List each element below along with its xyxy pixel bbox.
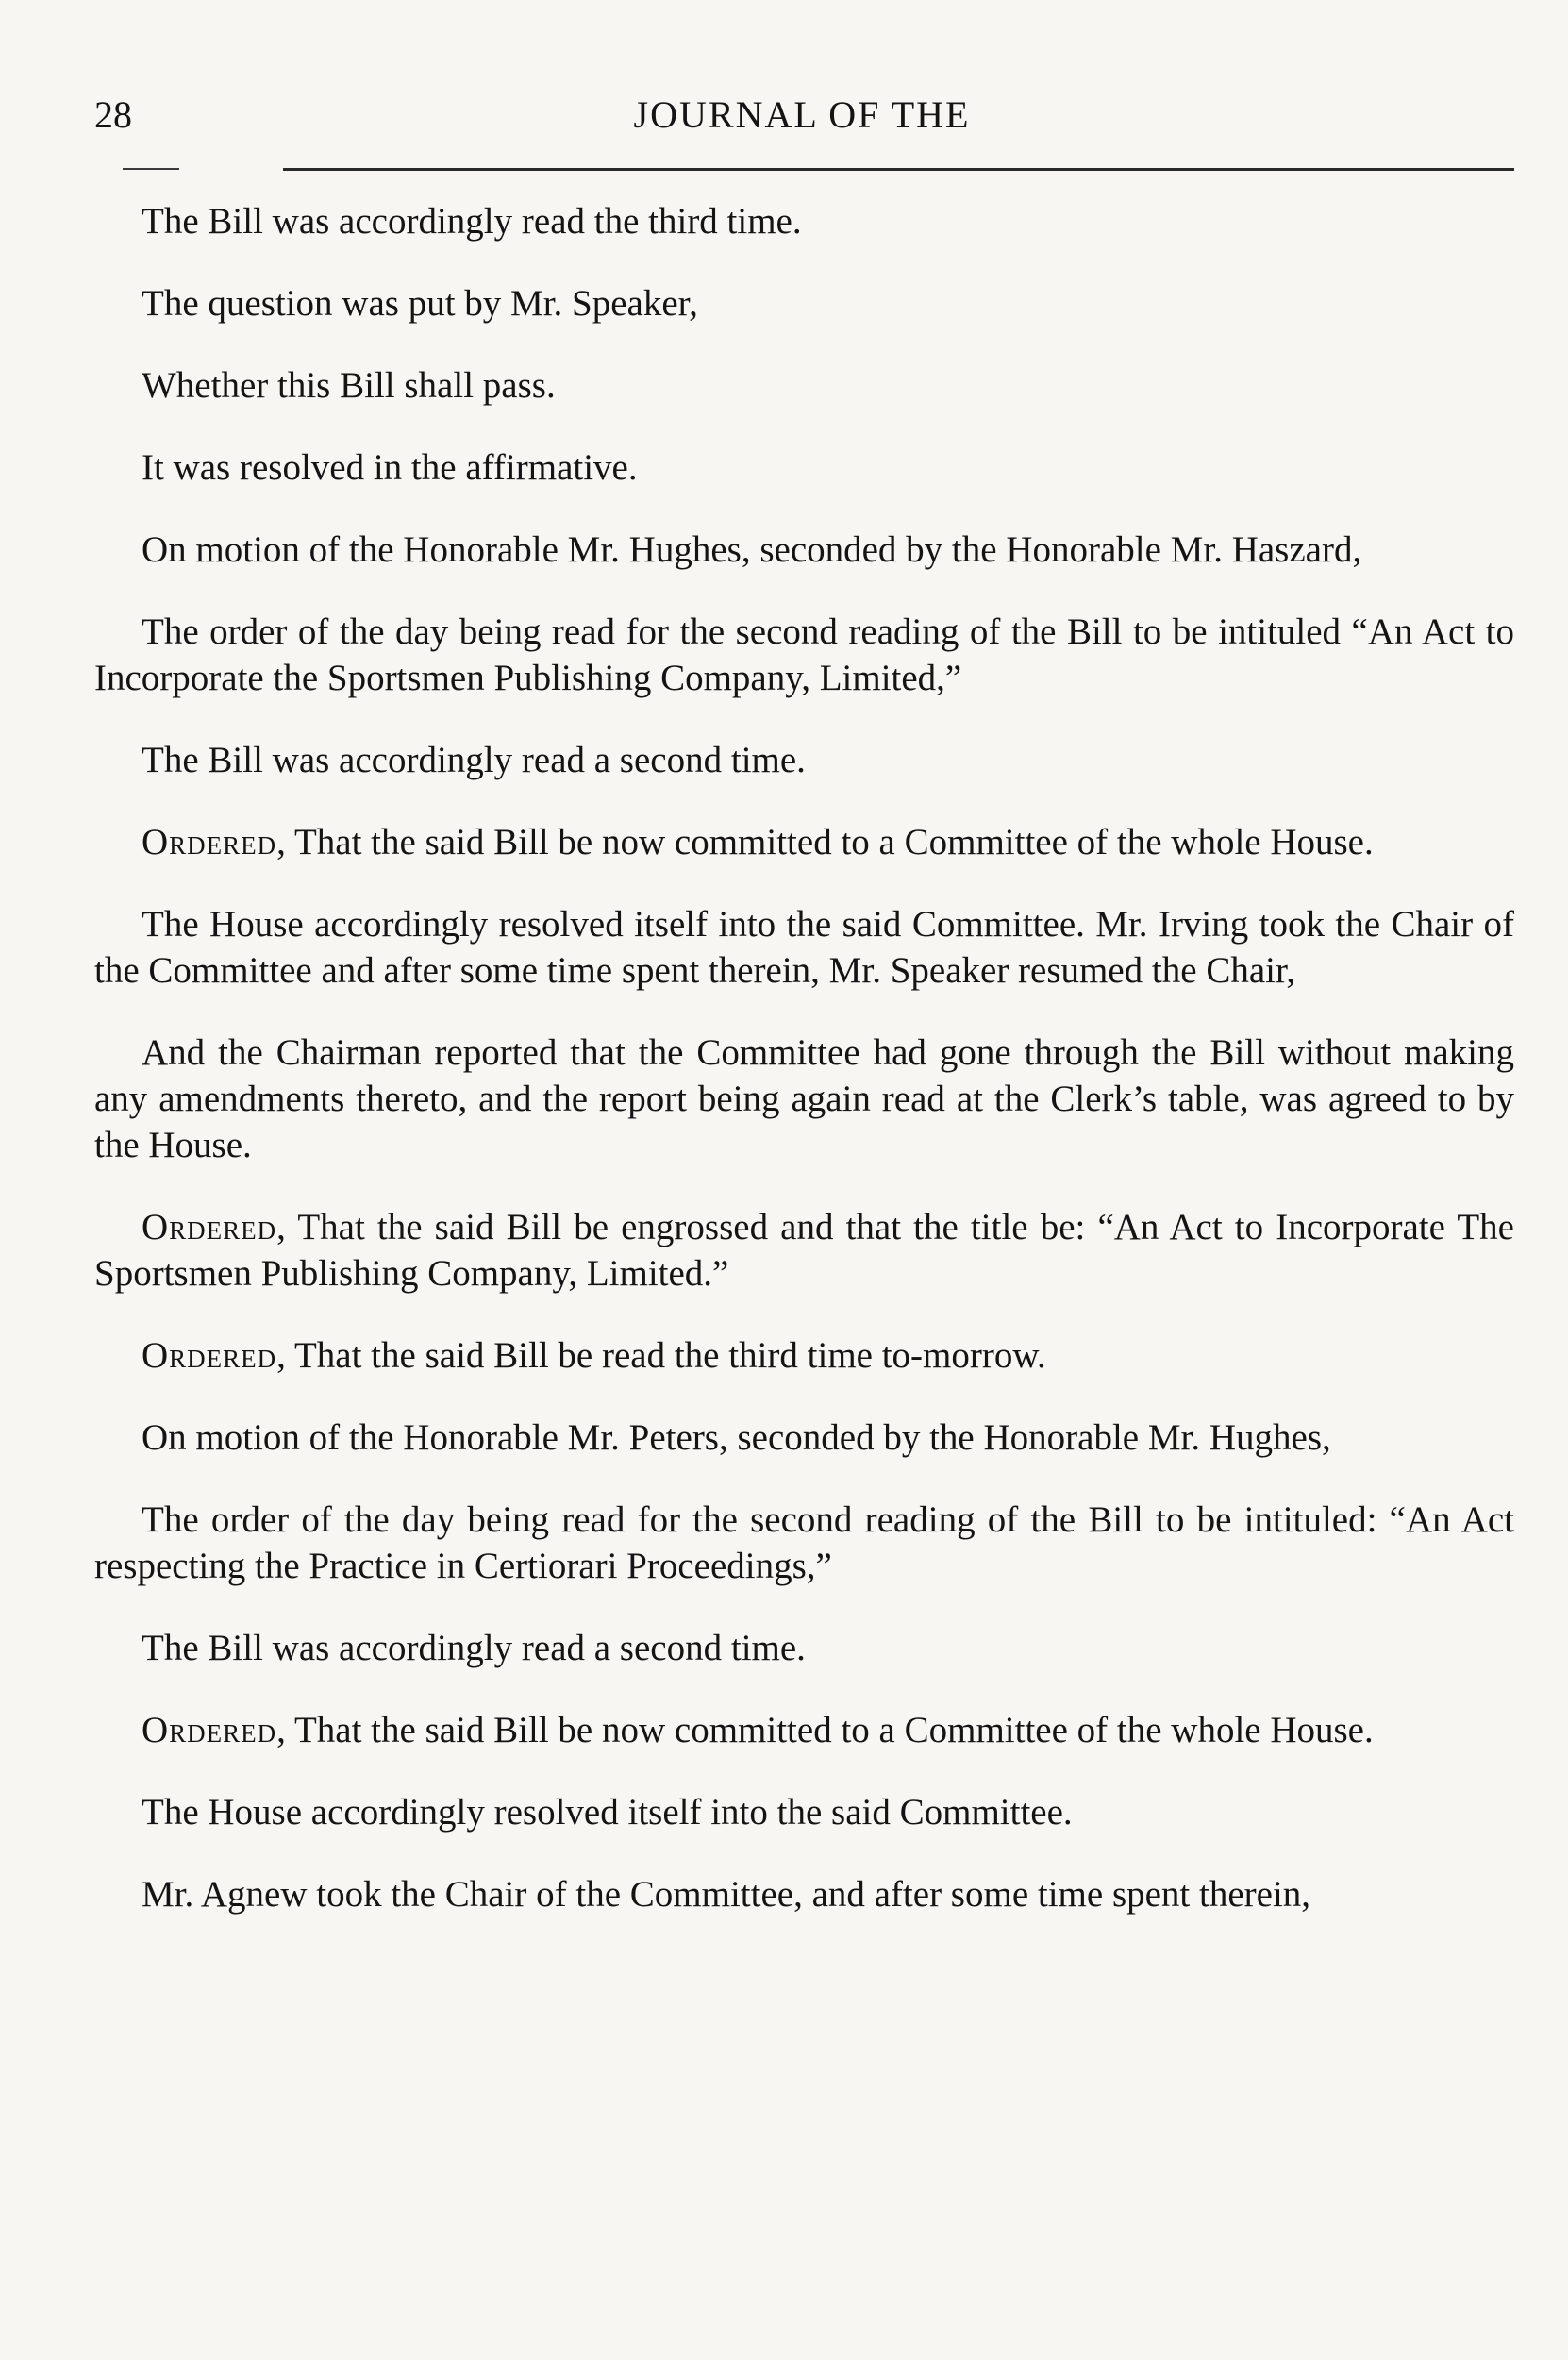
paragraph	[94, 1871, 1514, 1917]
paragraph-text: The Bill was accordingly read the third time.	[142, 201, 802, 242]
paragraph	[94, 737, 1514, 783]
paragraph-text: Mr. Agnew took the Chair of the Committee, and after some time spent therein,	[142, 1874, 1311, 1915]
paragraph-text: The House accordingly resolved itself into the said Committee. Mr. Irving took the Chair of the Committee and after some time spent therein, Mr. Speaker resumed the Chair,	[94, 904, 1514, 991]
ordered-lead: Ordered	[142, 1710, 277, 1750]
ordered-lead: Ordered	[142, 1207, 277, 1247]
paragraph-text: The House accordingly resolved itself into the said Committee.	[142, 1792, 1073, 1833]
paragraph	[94, 1414, 1514, 1461]
paragraph	[94, 1332, 1514, 1379]
paragraph-text: The question was put by Mr. Speaker,	[142, 283, 698, 324]
journal-body	[94, 198, 1514, 1953]
paragraph-text: The Bill was accordingly read a second time.	[142, 740, 806, 780]
page-number: 28	[94, 93, 132, 136]
paragraph	[94, 1625, 1514, 1671]
paragraph	[94, 1707, 1514, 1753]
paragraph-text: On motion of the Honorable Mr. Peters, seconded by the Honorable Mr. Hughes,	[142, 1417, 1331, 1458]
paragraph-text: , That the said Bill be now committed to a Committee of the whole House.	[276, 822, 1374, 862]
paragraph	[94, 280, 1514, 326]
paragraph	[94, 362, 1514, 409]
paragraph-text: , That the said Bill be now committed to a Committee of the whole House.	[276, 1710, 1374, 1750]
paragraph	[94, 901, 1514, 994]
paragraph-text: , That the said Bill be read the third time to-morrow.	[276, 1335, 1046, 1376]
paragraph-text: On motion of the Honorable Mr. Hughes, seconded by the Honorable Mr. Haszard,	[142, 529, 1362, 570]
paragraph-text: Whether this Bill shall pass.	[142, 365, 556, 406]
paragraph-text: The Bill was accordingly read a second time.	[142, 1628, 806, 1668]
paragraph	[94, 1204, 1514, 1297]
paragraph	[94, 1029, 1514, 1168]
paragraph-text: It was resolved in the affirmative.	[142, 447, 638, 488]
running-head: JOURNAL OF THE	[633, 93, 971, 136]
paragraph-text: , That the said Bill be engrossed and that the title be: “An Act to Incorporate The Sportsmen Publishing Company, Limited.”	[94, 1207, 1514, 1294]
page-header	[94, 87, 1510, 143]
paragraph-text: And the Chairman reported that the Committee had gone through the Bill without making any amendments thereto, and the report being again read at the Clerk’s table, was agreed to by the House.	[94, 1032, 1514, 1165]
paragraph-text: The order of the day being read for the second reading of the Bill to be intituled: “An Act respecting the Practice in Certiorari Proceedings,”	[94, 1499, 1514, 1586]
ordered-lead: Ordered	[142, 1335, 277, 1376]
header-rule-short	[123, 168, 179, 170]
paragraph	[94, 527, 1514, 573]
paragraph	[94, 1497, 1514, 1589]
paragraph	[94, 1789, 1514, 1835]
paragraph	[94, 609, 1514, 701]
ordered-lead: Ordered	[142, 822, 277, 862]
paragraph	[94, 819, 1514, 865]
paragraph-text: The order of the day being read for the second reading of the Bill to be intituled “An Act to Incorporate the Sportsmen Publishing Company, Limited,”	[94, 611, 1514, 698]
header-rule-long	[283, 168, 1514, 171]
paragraph	[94, 198, 1514, 244]
paragraph	[94, 444, 1514, 491]
